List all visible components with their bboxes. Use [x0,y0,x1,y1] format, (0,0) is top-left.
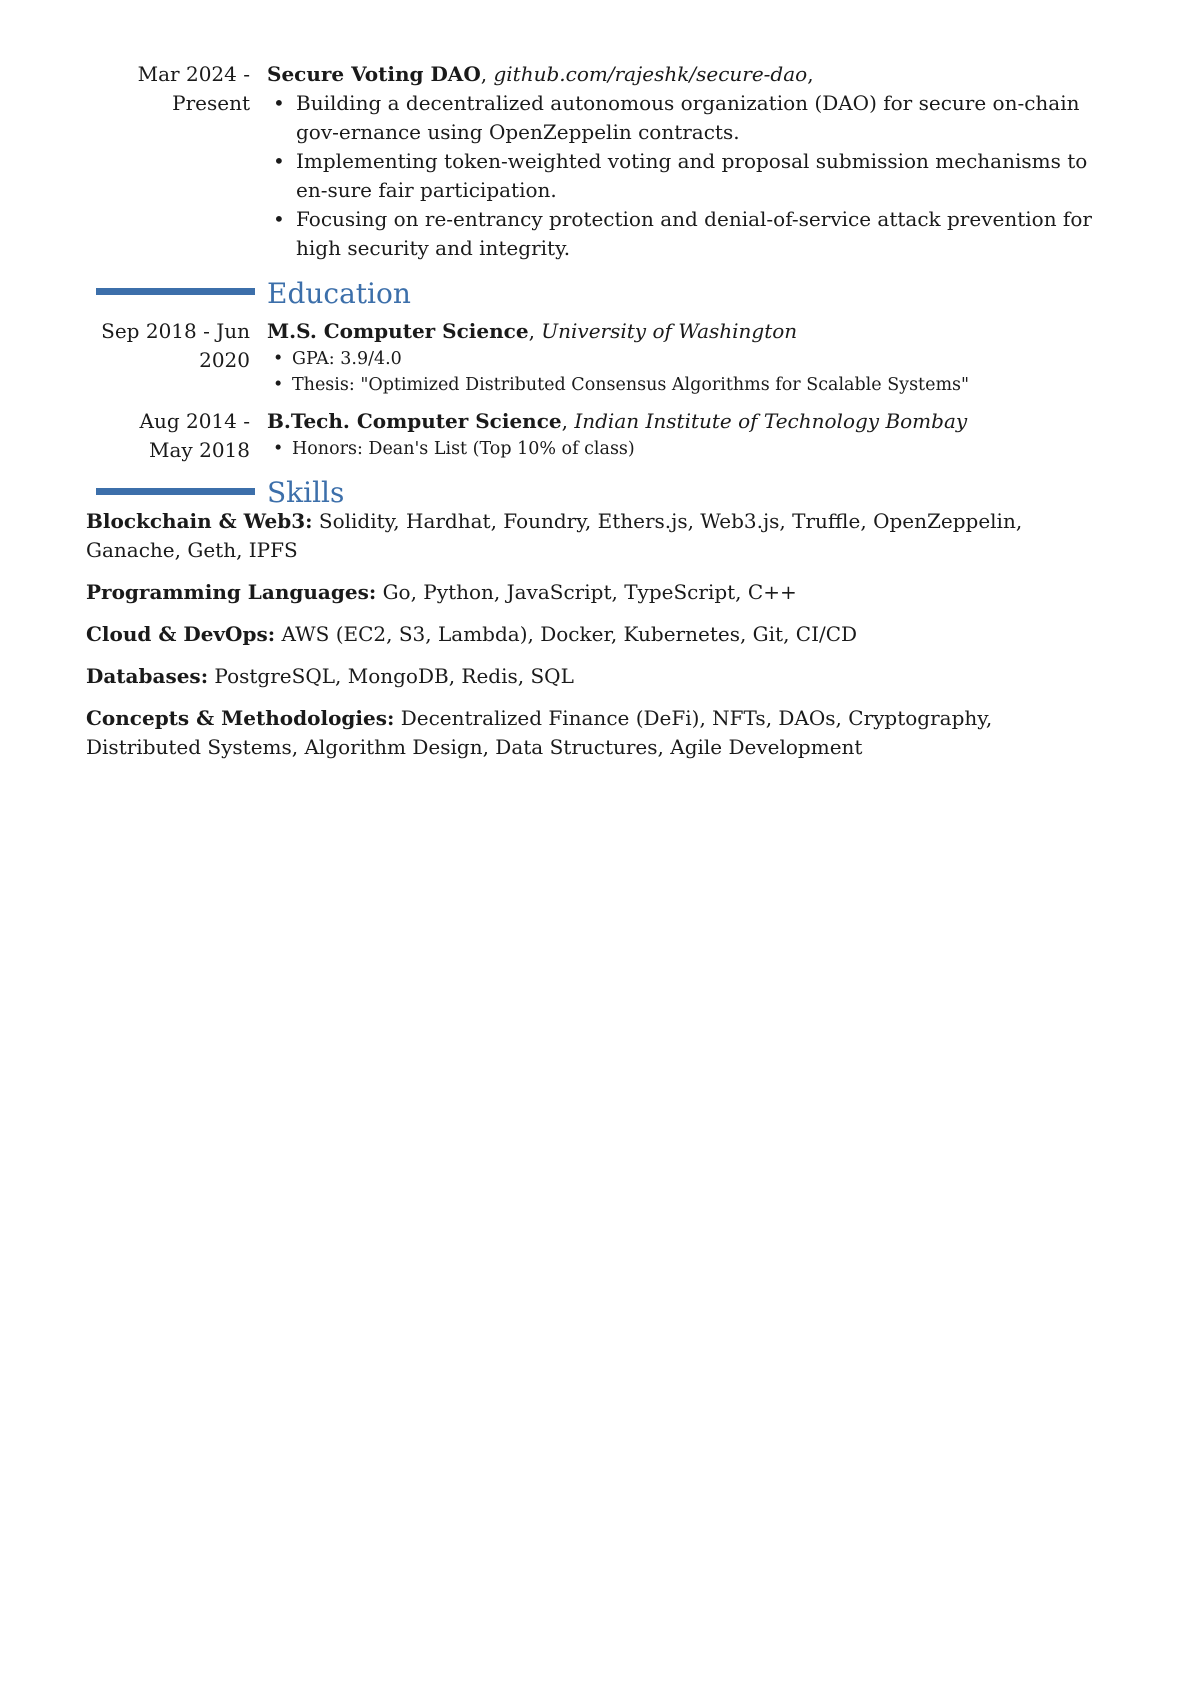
school-name: University of Washington [541,319,798,343]
heading-trail: , [807,62,814,86]
bullet-text: Implementing token-weighted voting and proposal submission mechanisms to en-sure fair participation. [296,149,1088,202]
skill-value: Solidity, Hardhat, Foundry, Ethers.js, Web3.js, Truffle, OpenZeppelin, Ganache, Geth, IPFS [86,509,1023,562]
bullet-icon: • [273,207,285,231]
date-start: Aug 2014 - [139,409,250,433]
project-date [80,60,250,118]
section-accent-bar [96,288,255,295]
date-end: Present [172,91,250,115]
list-item [267,372,1107,398]
skill-row [86,620,1106,649]
bullet-icon: • [273,375,284,395]
bullet-icon: • [273,349,284,369]
project-content [267,60,1107,263]
project-heading [267,60,1107,89]
skill-value: Decentralized Finance (DeFi), NFTs, DAOs, Cryptography, Distributed Systems, Algorithm Design, Data Structures, Agile Development [86,706,993,759]
degree-title: B.Tech. Computer Science [267,409,562,433]
bullet-text: Focusing on re-entrancy protection and denial-of-service attack prevention for high security and integrity. [296,207,1092,260]
skill-value: AWS (EC2, S3, Lambda), Docker, Kubernetes, Git, CI/CD [275,622,858,646]
bullet-text: Building a decentralized autonomous organization (DAO) for secure on-chain gov-ernance using OpenZeppelin contracts. [296,91,1080,144]
skill-value: PostgreSQL, MongoDB, Redis, SQL [208,664,574,688]
education-heading [267,407,1107,436]
skill-label: Blockchain & Web3: [86,509,313,533]
project-title: Secure Voting DAO [267,62,481,86]
skill-row [86,704,1106,762]
skill-label: Concepts & Methodologies: [86,706,395,730]
list-item [267,436,1107,462]
heading-separator: , [480,62,494,86]
skill-row [86,578,1106,607]
date-start: Mar 2024 - [137,62,250,86]
education-content [267,317,1107,398]
bullet-text: GPA: 3.9/4.0 [292,349,402,369]
list-item [267,89,1107,147]
heading-separator: , [561,409,575,433]
list-item [267,346,1107,372]
list-item [267,147,1107,205]
skill-row [86,662,1106,691]
degree-title: M.S. Computer Science [267,319,529,343]
education-bullet-list [267,346,1107,398]
section-title: Skills [267,476,345,509]
skill-label: Programming Languages: [86,580,377,604]
bullet-text: Thesis: "Optimized Distributed Consensus Algorithms for Scalable Systems" [292,375,970,395]
bullet-icon: • [273,91,285,115]
section-title: Education [267,277,411,310]
section-accent-bar [96,488,255,495]
project-bullet-list [267,89,1107,263]
project-link[interactable]: github.com/rajeshk/secure-dao [493,62,808,86]
education-content [267,407,1107,462]
education-bullet-list [267,436,1107,462]
heading-separator: , [528,319,542,343]
bullet-icon: • [273,439,284,459]
skill-row [86,507,1106,565]
skills-section-header [0,476,1190,510]
skill-value: Go, Python, JavaScript, TypeScript, C++ [376,580,797,604]
education-section-header [0,277,1190,311]
bullet-text: Honors: Dean's List (Top 10% of class) [292,439,635,459]
date-end: 2020 [199,348,250,372]
education-heading [267,317,1107,346]
education-date [80,407,250,465]
bullet-icon: • [273,149,285,173]
date-end: May 2018 [149,438,250,462]
school-name: Indian Institute of Technology Bombay [574,409,968,433]
education-date [80,317,250,375]
date-start: Sep 2018 - Jun [101,319,250,343]
list-item [267,205,1107,263]
skills-list [86,507,1106,775]
skill-label: Cloud & DevOps: [86,622,276,646]
skill-label: Databases: [86,664,209,688]
